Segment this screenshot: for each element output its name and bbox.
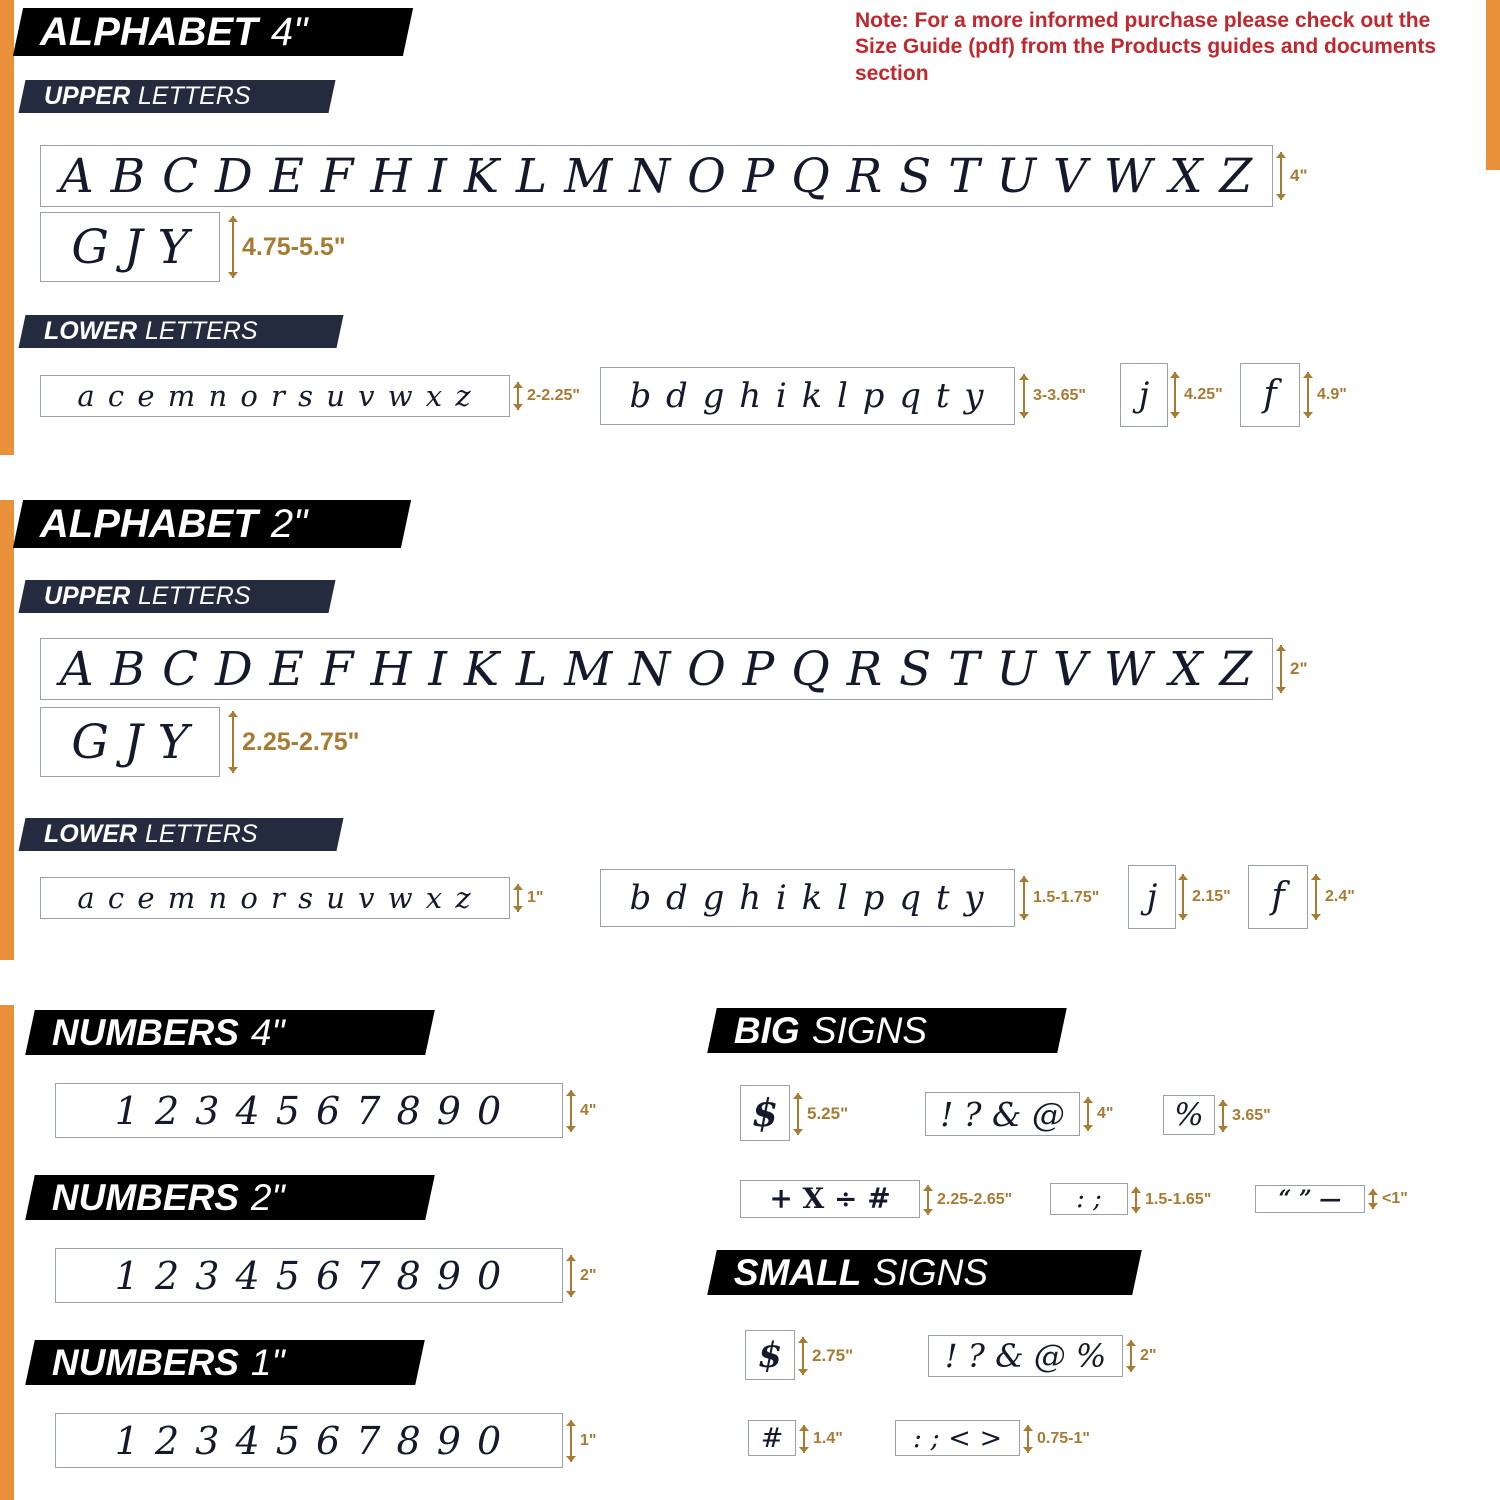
big-signs-item-5 [1050, 1183, 1128, 1215]
dim-label: 4" [1290, 166, 1308, 185]
section-title-numbers-2 [25, 1175, 435, 1220]
dim-label: 1.4" [813, 1430, 843, 1447]
dim-numbers-1 [566, 1420, 596, 1462]
dim-label: 0.75-1" [1037, 1430, 1090, 1447]
section-title-alphabet-2 [13, 500, 411, 548]
section-title-light: 4" [270, 9, 308, 54]
left-accent-bar-gap-1 [0, 455, 14, 500]
dim-alphabet-4-upper-row-2 [228, 216, 346, 278]
dim-alphabet-2-lower-row-2 [1019, 876, 1099, 920]
sign-strip-text: : ; < > [912, 1422, 1003, 1454]
dim-label: 4.9" [1317, 386, 1347, 403]
section-title-big-signs [707, 1008, 1067, 1053]
alphabet-2-lower-row-4 [1248, 865, 1308, 929]
subsection-lower-letters-2 [18, 818, 343, 851]
dim-big-signs-item-6 [1368, 1189, 1408, 1209]
dim-alphabet-2-lower-row-4 [1311, 874, 1355, 920]
big-signs-item-3 [1163, 1095, 1215, 1135]
dim-label: 1" [580, 1432, 597, 1449]
big-signs-item-1 [740, 1085, 790, 1141]
number-strip-text: 1 2 3 4 5 6 7 8 9 0 [114, 1088, 504, 1133]
subsection-title-light: LETTERS [145, 317, 258, 345]
subsection-title-bold: UPPER [44, 82, 131, 110]
alphabet-4-lower-row-1 [40, 375, 510, 417]
section-title-bold: BIG [734, 1009, 800, 1051]
alphabet-2-lower-row-1 [40, 877, 510, 919]
dim-label: 4.75-5.5" [242, 232, 346, 261]
right-accent-bar-gap-1 [1486, 170, 1500, 1500]
section-title-bold: NUMBERS [52, 1176, 240, 1218]
dim-numbers-4 [566, 1090, 596, 1132]
size-guide-note: Note: For a more informed purchase please check out the Size Guide (pdf) from the Products guides and documents section [855, 9, 1437, 85]
numbers-2-row [55, 1248, 563, 1303]
section-title-numbers-4 [25, 1010, 435, 1055]
letter-strip-text: A B C D E F H I K L M N O P Q R S T U V W X Z [59, 641, 1254, 697]
dim-label: 2" [1290, 659, 1308, 678]
section-title-light: 1" [250, 1341, 285, 1383]
section-title-bold: SMALL [734, 1251, 862, 1293]
dim-small-signs-item-1 [798, 1337, 853, 1375]
alphabet-4-lower-row-3 [1120, 363, 1168, 427]
alphabet-2-lower-row-3 [1128, 865, 1176, 929]
dim-big-signs-item-5 [1131, 1187, 1211, 1213]
section-title-bold: NUMBERS [52, 1011, 240, 1053]
dim-label: 2.4" [1325, 888, 1355, 905]
dim-alphabet-2-upper-row-2 [228, 711, 360, 773]
letter-strip-text: a c e m n o r s u v w x z [77, 880, 473, 915]
numbers-4-row [55, 1083, 563, 1138]
section-title-alphabet-4 [13, 8, 413, 56]
dim-alphabet-4-lower-row-3 [1170, 372, 1223, 418]
subsection-title-light: LETTERS [138, 82, 251, 110]
dim-label: 2" [580, 1267, 597, 1284]
alphabet-2-lower-row-2 [600, 869, 1015, 927]
sign-strip-text: $ [751, 1090, 779, 1135]
dim-label: 1.5-1.75" [1033, 889, 1100, 906]
small-signs-item-2 [928, 1335, 1123, 1377]
small-signs-item-1 [745, 1330, 795, 1380]
dim-label: 5.25" [807, 1104, 849, 1123]
sign-strip-text: ! ? & @ % [944, 1337, 1107, 1375]
alphabet-2-upper-row-2 [40, 707, 220, 777]
section-title-light: SIGNS [873, 1251, 989, 1293]
alphabet-4-upper-row-2 [40, 212, 220, 282]
dim-label: 4.25" [1184, 386, 1223, 403]
letter-strip-text: j [1146, 877, 1158, 917]
section-title-numbers-1 [25, 1340, 425, 1385]
dim-alphabet-4-lower-row-1 [513, 382, 580, 410]
sign-strip-text: $ [757, 1334, 783, 1376]
dim-big-signs-item-4 [923, 1185, 1012, 1215]
dim-big-signs-item-1 [793, 1093, 848, 1135]
section-title-light: 2" [250, 1176, 285, 1218]
sign-strip-text: % [1174, 1096, 1204, 1133]
dim-label: 2.15" [1192, 888, 1231, 905]
left-accent-bar-gap-2 [0, 960, 14, 1005]
section-title-bold: ALPHABET [40, 501, 258, 546]
big-signs-item-6 [1255, 1185, 1365, 1213]
section-title-bold: NUMBERS [52, 1341, 240, 1383]
dim-numbers-2 [566, 1255, 596, 1297]
letter-strip-text: a c e m n o r s u v w x z [77, 378, 473, 413]
dim-small-signs-item-2 [1126, 1340, 1156, 1372]
big-signs-item-4 [740, 1180, 920, 1218]
dim-label: 1.5-1.65" [1145, 1191, 1212, 1208]
dim-label: 2-2.25" [527, 387, 580, 404]
number-strip-text: 1 2 3 4 5 6 7 8 9 0 [114, 1253, 504, 1298]
section-title-light: SIGNS [811, 1009, 927, 1051]
alphabet-4-lower-row-2 [600, 367, 1015, 425]
dim-label: 2.25-2.75" [242, 727, 360, 756]
alphabet-2-upper-row-1 [40, 638, 1273, 700]
dim-big-signs-item-3 [1218, 1100, 1271, 1132]
subsection-title-light: LETTERS [138, 582, 251, 610]
sign-strip-text: “ ” — [1278, 1186, 1342, 1212]
small-signs-item-4 [895, 1420, 1020, 1456]
section-title-bold: ALPHABET [40, 9, 258, 54]
letter-strip-text: b d g h i k l p q t y [629, 376, 986, 416]
letter-strip-text: f [1263, 374, 1277, 415]
dim-small-signs-item-3 [799, 1425, 843, 1453]
dim-alphabet-4-lower-row-4 [1303, 372, 1347, 418]
numbers-1-row [55, 1413, 563, 1468]
dim-label: 2.75" [812, 1346, 854, 1365]
sign-strip-text: ! ? & @ [940, 1094, 1065, 1134]
dim-label: 1" [527, 889, 544, 906]
section-title-light: 4" [250, 1011, 285, 1053]
section-title-small-signs [707, 1250, 1142, 1295]
letter-strip-text: b d g h i k l p q t y [629, 878, 986, 918]
subsection-upper-letters-4 [18, 80, 335, 113]
dim-alphabet-2-lower-row-3 [1178, 874, 1231, 920]
sign-strip-text: : ; [1076, 1184, 1102, 1214]
small-signs-item-3 [748, 1420, 796, 1456]
dim-label: 2" [1140, 1347, 1157, 1364]
dim-label: 2.25-2.65" [937, 1191, 1013, 1208]
dim-alphabet-2-lower-row-1 [513, 884, 543, 912]
letter-strip-text: f [1271, 876, 1285, 917]
subsection-title-bold: LOWER [44, 820, 138, 848]
subsection-title-bold: UPPER [44, 582, 131, 610]
letter-strip-text: G J Y [71, 714, 189, 770]
dim-label: 4" [580, 1102, 597, 1119]
letter-strip-text: A B C D E F H I K L M N O P Q R S T U V W X Z [59, 148, 1254, 204]
dim-small-signs-item-4 [1023, 1425, 1090, 1453]
dim-big-signs-item-2 [1083, 1097, 1113, 1131]
subsection-lower-letters-4 [18, 315, 343, 348]
dim-alphabet-4-upper-row-1 [1276, 152, 1308, 200]
letter-strip-text: j [1138, 375, 1150, 415]
subsection-title-light: LETTERS [145, 820, 258, 848]
section-title-light: 2" [270, 501, 308, 546]
big-signs-item-2 [925, 1092, 1080, 1136]
dim-label: <1" [1382, 1190, 1408, 1207]
alphabet-4-upper-row-1 [40, 145, 1273, 207]
dim-label: 3-3.65" [1033, 387, 1086, 404]
subsection-upper-letters-2 [18, 580, 335, 613]
dim-label: 4" [1097, 1105, 1114, 1122]
subsection-title-bold: LOWER [44, 317, 138, 345]
dim-label: 3.65" [1232, 1107, 1271, 1124]
number-strip-text: 1 2 3 4 5 6 7 8 9 0 [114, 1418, 504, 1463]
letter-strip-text: G J Y [71, 219, 189, 275]
dim-alphabet-4-lower-row-2 [1019, 374, 1086, 418]
alphabet-4-lower-row-4 [1240, 363, 1300, 427]
left-accent-bar [0, 0, 14, 1500]
sign-strip-text: + X ÷ # [769, 1182, 891, 1215]
sign-strip-text: # [760, 1422, 784, 1454]
dim-alphabet-2-upper-row-1 [1276, 645, 1308, 693]
